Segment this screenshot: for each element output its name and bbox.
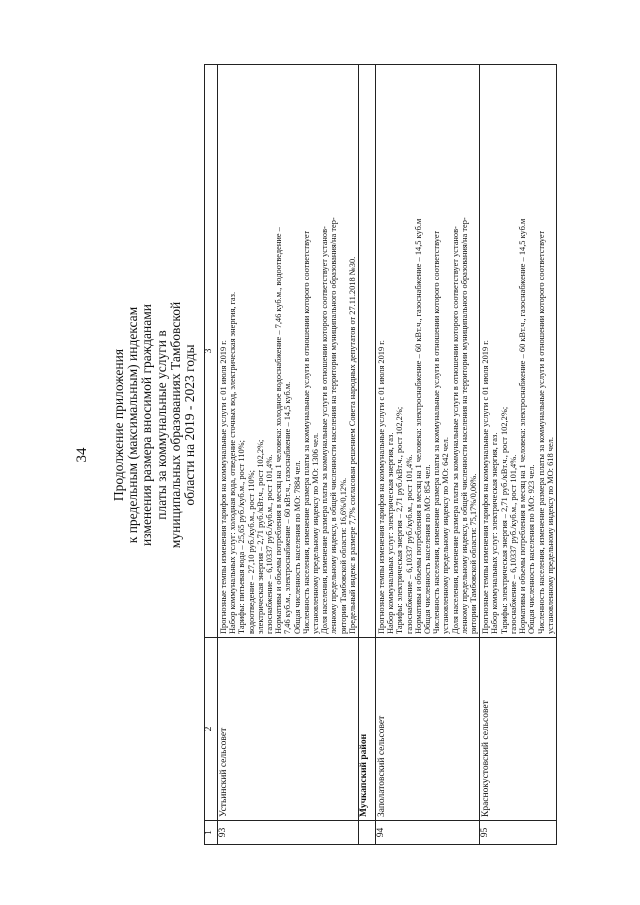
column-header: 3 xyxy=(205,65,218,638)
detail-line: Доля населения, изменение размера платы за коммунальные услуги в отношении которого соответствует установ- xyxy=(320,226,330,634)
detail-line: газоснабжение – 6,10337 руб./куб.м., рост 101,4%. xyxy=(508,454,518,634)
detail-line: Тарифы: электрическая энергия – 2,71 руб./кВт.ч., рост 102,2%; xyxy=(499,406,509,634)
row-number: 94 xyxy=(376,821,480,845)
detail-line: Прогнозные темпы изменения тарифов на коммунальные услуги с 01 июля 2019 г. xyxy=(481,340,491,634)
detail-line: ленному предельному индексу, в общей численности населения на территории муниципального образования/на тер- xyxy=(329,217,339,634)
detail-line: Набор коммунальных услуг: холодная вода, отведение сточных вод, электрическая энергия, газ. xyxy=(228,291,238,634)
detail-line: ритории Тамбовской области: 75,17%/0,06%. xyxy=(469,473,479,634)
detail-line: установленному предельному индексу по МО: 618 чел. xyxy=(545,437,555,634)
region-row xyxy=(359,65,376,845)
rotated-content xyxy=(70,55,570,855)
table-row xyxy=(218,65,359,845)
rotated-sheet xyxy=(70,55,570,855)
detail-line: Общая численность населения по МО: 7884 чел. xyxy=(292,460,302,634)
detail-line: Предельный индекс в размере 7,7% согласован решением Совета народных депутатов от 27.11.2018 №30. xyxy=(347,256,357,634)
row-number: 93 xyxy=(218,821,359,845)
detail-line: Набор коммунальных услуг: электрическая энергия, газ. xyxy=(386,432,396,634)
municipality-name: Краснокустовский сельсовет xyxy=(480,638,557,821)
detail-line: газоснабжение – 6,10337 руб./куб.м., рост 101,4%. xyxy=(404,454,414,634)
detail-line: Общая численность населения по МО: 923 чел. xyxy=(527,464,537,634)
row-details xyxy=(218,65,359,638)
detail-line: Нормативы и объемы потребления в месяц на 1 человека: холодное водоснабжение – 7,46 куб.м., водоотведение – xyxy=(274,227,284,634)
header-line: Продолжение приложения xyxy=(111,348,126,502)
header-line: области на 2019 - 2023 годы xyxy=(182,344,198,506)
column-header: 2 xyxy=(205,638,218,821)
row-number: 95 xyxy=(480,821,557,845)
detail-line: Прогнозные темпы изменения тарифов на коммунальные услуги с 01 июля 2019 г. xyxy=(219,340,228,634)
indices-table xyxy=(204,64,557,845)
detail-line: Численность населения, изменение размера платы за коммунальные услуги в отношении которого соответствует xyxy=(432,230,442,634)
detail-line: ленному предельному индексу, в общей численности населения на территории муниципального образования/на тер- xyxy=(459,217,469,634)
detail-line: Общая численность населения по МО: 854 чел. xyxy=(423,464,433,634)
header-line: к предельным (максимальным) индексам xyxy=(125,306,141,544)
detail-line: Тарифы: электрическая энергия – 2,71 руб./кВт.ч., рост 102,2%; xyxy=(395,406,405,634)
detail-line: газоснабжение – 6,10337 руб./куб.м., рост 101,4%. xyxy=(265,454,275,634)
detail-line: Численность населения, изменение размера платы за коммунальные услуги в отношении которого соответствует xyxy=(536,230,546,634)
detail-line: 7,46 куб.м., электроснабжение – 60 кВт.ч., газоснабжение – 14,5 куб.м. xyxy=(283,381,293,634)
detail-line: электрическая энергия – 2,71 руб./кВт.ч., рост 102,2%; xyxy=(255,439,265,634)
header-line: платы за коммунальные услуги в xyxy=(153,330,169,520)
detail-line: Нормативы и объемы потребления в месяц на 1 человека: электроснабжение – 60 кВт.ч., газоснабжение – 14,5 куб.м xyxy=(518,218,528,634)
detail-line: ритории Тамбовской области: 16,6%/0,12%. xyxy=(338,477,348,634)
region-name: Мучкапский район xyxy=(359,638,376,821)
row-details xyxy=(480,65,557,638)
detail-line: установленному предельному индексу по МО: 642 чел. xyxy=(441,437,451,634)
table-header-row xyxy=(205,65,218,845)
page-number: 34 xyxy=(74,447,90,463)
row-details xyxy=(376,65,480,638)
detail-line: водоотведение – 27,10 руб./куб.м., рост 110%; xyxy=(246,470,256,634)
municipality-name: Устьинский сельсовет xyxy=(218,638,359,821)
header-line: муниципальных образованиях Тамбовской xyxy=(167,301,183,549)
table-row xyxy=(480,65,557,845)
detail-line: установленному предельному индексу по МО: 1306 чел. xyxy=(311,432,321,634)
header-line: изменения размера вносимой гражданами xyxy=(139,304,155,546)
column-header: 1 xyxy=(205,821,218,845)
detail-line: Тарифы: питьевая вода – 25,65 руб./куб.м., рост 110%; xyxy=(237,440,247,634)
table-row xyxy=(376,65,480,845)
appendix-header xyxy=(111,145,198,705)
region-empty-cell xyxy=(359,821,376,845)
detail-line: Доля населения, изменение размера платы за коммунальные услуги в отношении которого соответствует установ- xyxy=(450,226,460,634)
detail-line: Нормативы и объемы потребления в месяц на 1 человека: электроснабжение – 60 кВт.ч., газоснабжение – 14,5 куб.м xyxy=(413,218,423,634)
region-empty-cell xyxy=(359,65,376,638)
detail-line: Численность населения, изменение размера платы за коммунальные услуги в отношении которого соответствует xyxy=(301,230,311,634)
detail-line: Набор коммунальных услуг: электрическая энергия, газ. xyxy=(490,432,500,634)
detail-line: Прогнозные темпы изменения тарифов на коммунальные услуги с 01 июля 2019 г. xyxy=(377,340,387,634)
municipality-name: Заполатовский сельсовет xyxy=(376,638,480,821)
